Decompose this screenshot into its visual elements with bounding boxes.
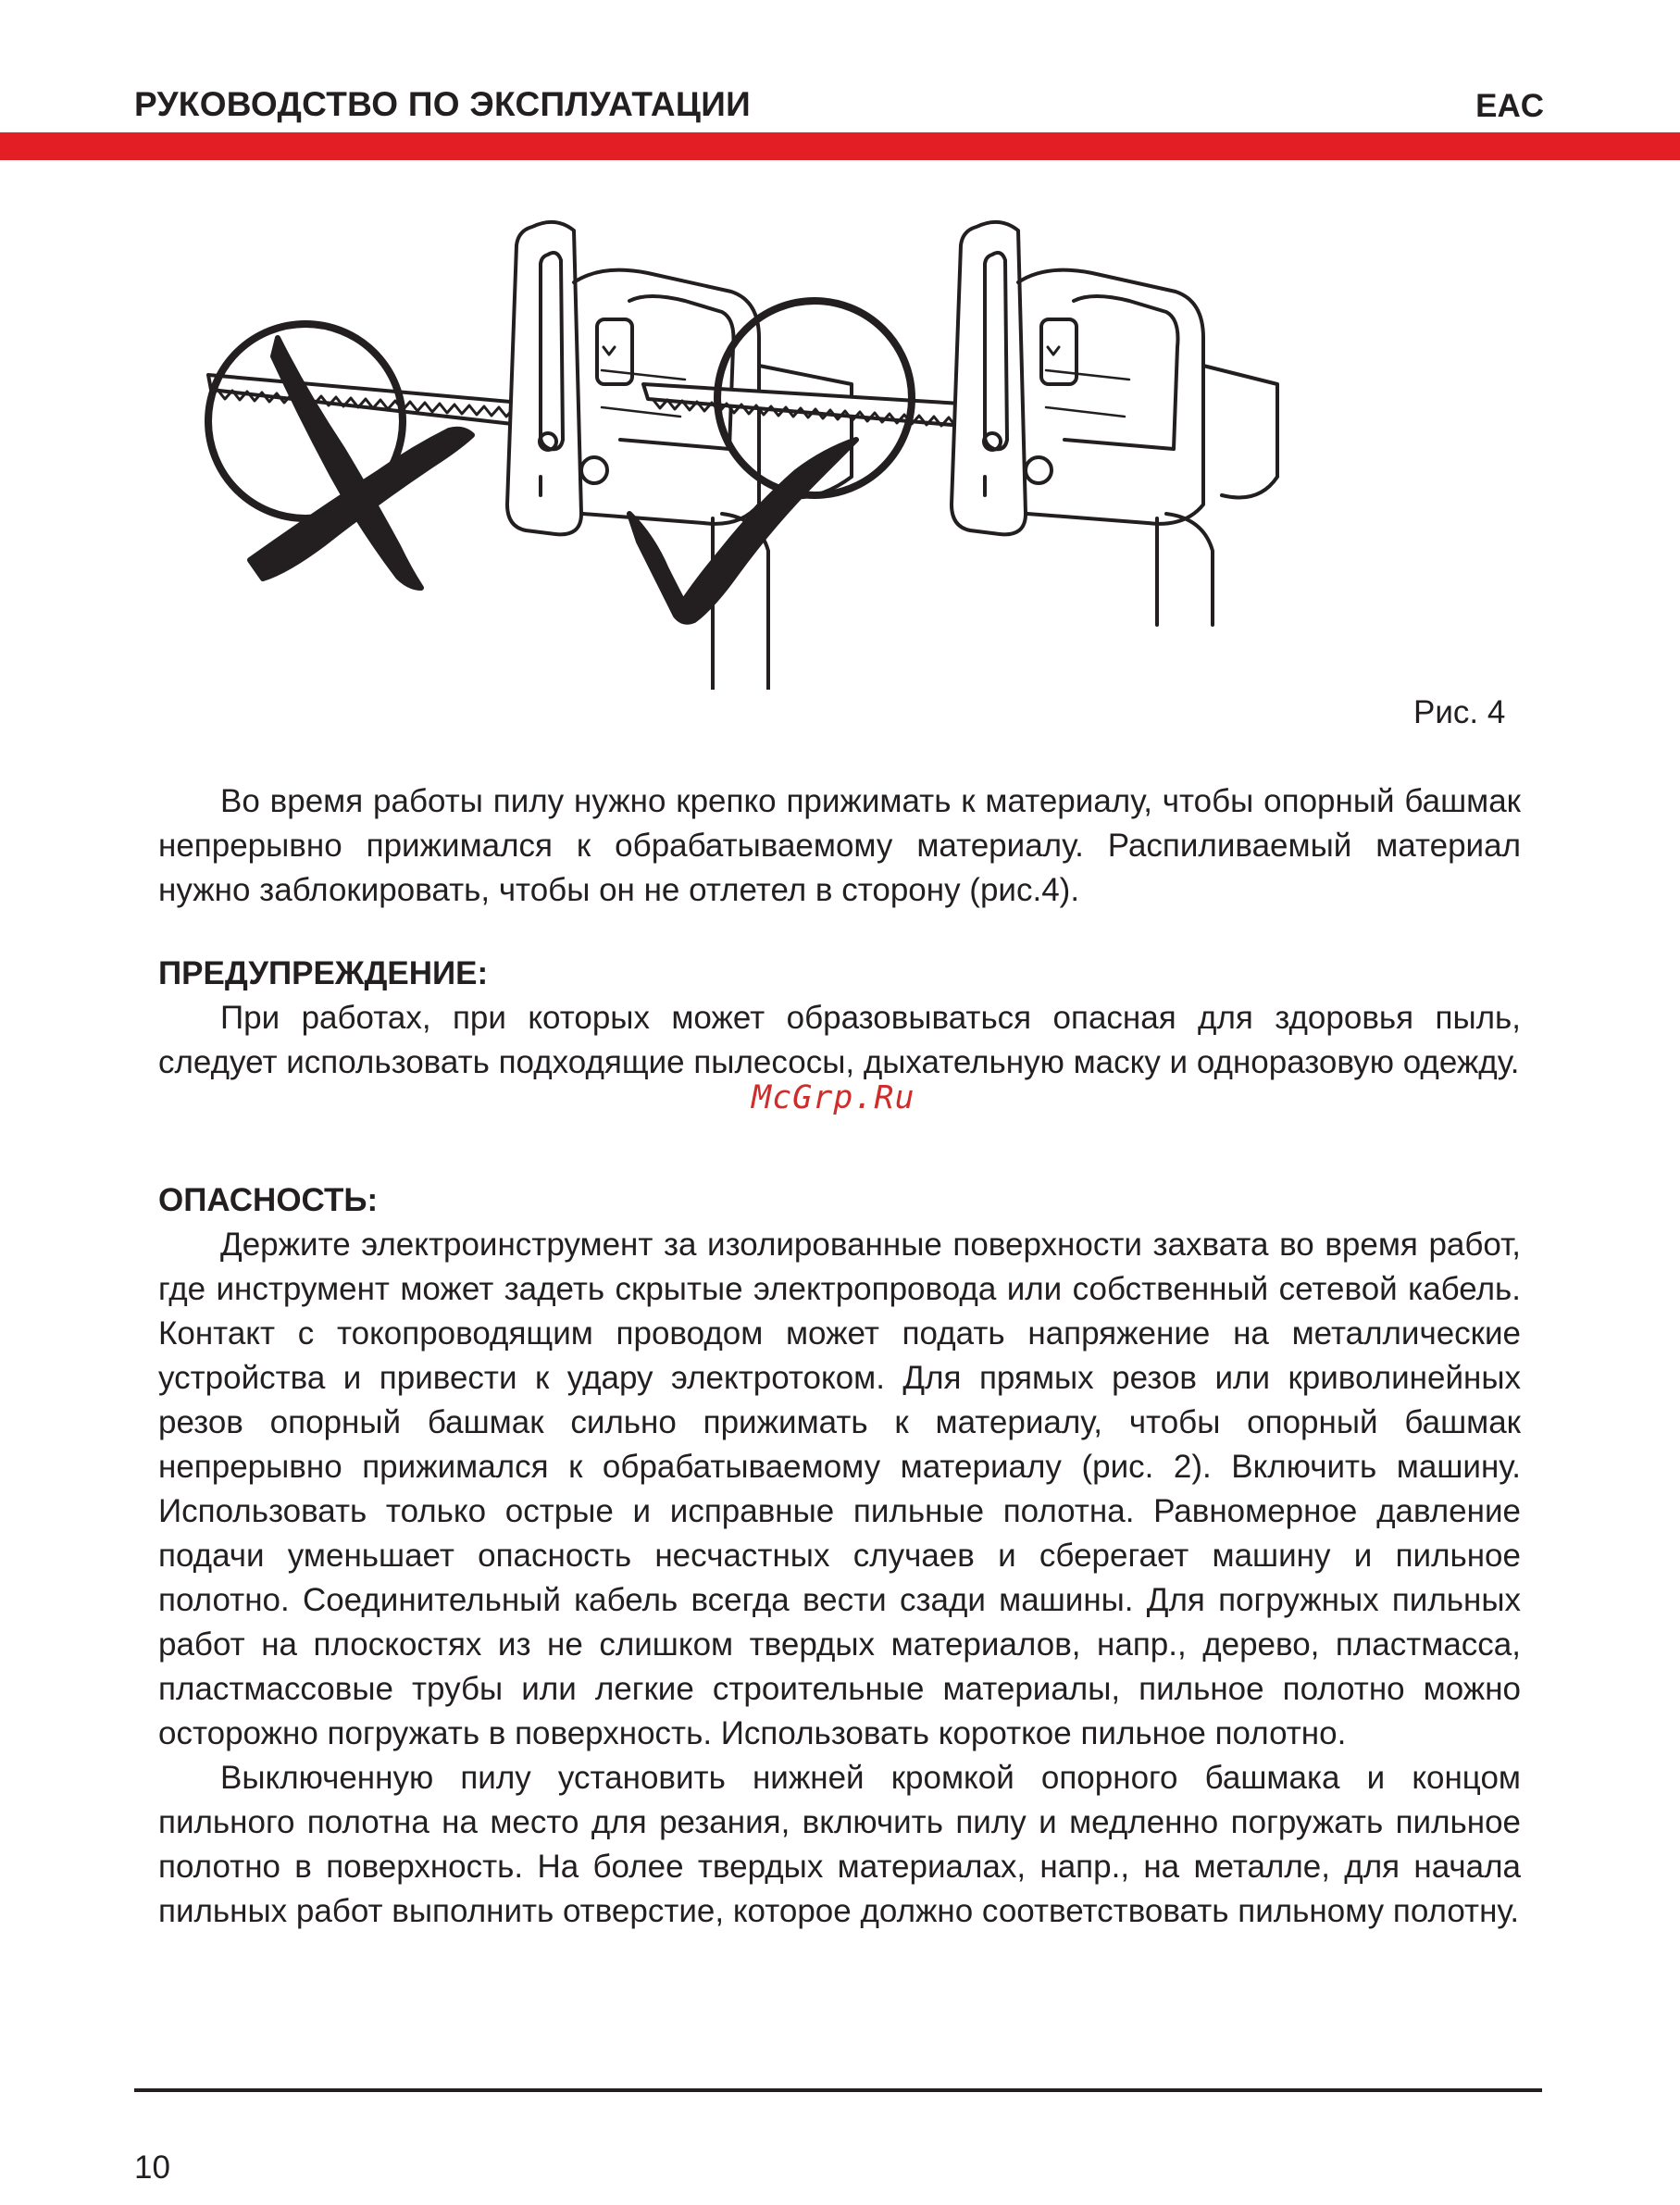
warning-text: При работах, при которых может образовываться опасная для здоровья пыль, следует использовать подходящие пылесосы, дыхательную маску и одноразовую одежду. [158, 1000, 1521, 1080]
paragraph-text: Во время работы пилу нужно крепко прижимать к материалу, чтобы опорный башмак непрерывно прижимался к обрабатываемому материалу. Распиливаемый материал нужно заблокировать, чтобы он не отлетел в сторону (рис.4). [158, 783, 1521, 908]
page-number: 10 [134, 2149, 170, 2186]
cross-icon [250, 338, 472, 588]
warning-heading: ПРЕДУПРЕЖДЕНИЕ: [158, 955, 489, 991]
figure-caption: Рис. 4 [1413, 694, 1506, 730]
watermark: McGrp.Ru [752, 1079, 915, 1116]
danger-heading: ОПАСНОСТЬ: [158, 1182, 379, 1218]
saw-incorrect-illustration [208, 222, 852, 690]
danger-text-1: Держите электроинструмент за изолированные поверхности захвата во время работ, где инструмент может задеть скрытые электропровода или собственный сетевой кабель. Контакт с токопроводящим проводом может подать напряжение на металлические устройства и привести к удару электротоком. Для прямых резов или криволинейных резов опорный башмак сильно прижимать к материалу, чтобы опорный башмак непрерывно прижимался к обрабатываемому материалу (рис. 2). Включить машину. Использовать только острые и исправные пильные полотна. Равномерное давление подачи уменьшает опасность несчастных случаев и сберегает машину и пильное полотно. Соединительный кабель всегда вести сзади машины. Для погружных пильных работ на плоскостях из не слишком твердых материалов, напр., дерево, пластмасса, пластмассовые трубы или легкие строительные материалы, пильное полотно можно осторожно погружать в поверхность. Использовать короткое пильное полотно. [158, 1227, 1521, 1751]
saw-correct-illustration [629, 222, 1277, 625]
danger-section [158, 1178, 1521, 1934]
eac-mark: EAC [1475, 88, 1544, 124]
header-red-band [0, 132, 1680, 160]
danger-text-2: Выключенную пилу установить нижней кромкой опорного башмака и концом пильного полотна на место для резания, включить пилу и медленно погружать пильное полотно в поверхность. На более твердых материалах, напр., на металле, для начала пильных работ выполнить отверстие, которое должно соответствовать пильному полотну. [158, 1760, 1521, 1929]
document-header-title: РУКОВОДСТВО ПО ЭКСПЛУАТАЦИИ [134, 85, 752, 123]
footer-rule [134, 2088, 1542, 2092]
figure-4-illustration [167, 208, 1518, 690]
warning-section [158, 952, 1521, 1085]
paragraph-press-saw [158, 779, 1521, 913]
